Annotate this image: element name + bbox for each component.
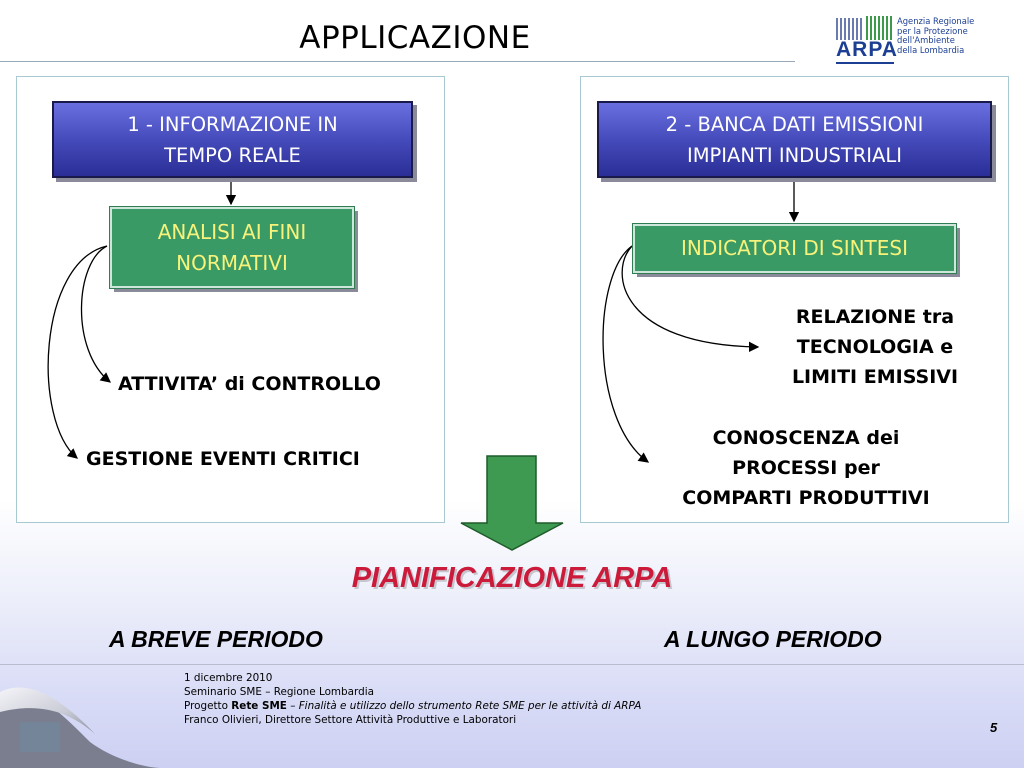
left-item-controllo: ATTIVITA’ di CONTROLLO [118, 373, 381, 395]
conoscenza-line-2: PROCESSI per [732, 457, 880, 479]
left-header-line-1: 1 - INFORMAZIONE IN [127, 112, 338, 136]
footer-project [184, 699, 641, 713]
agency-line-3: della Lombardia [897, 44, 965, 55]
left-arrow-controllo [81, 246, 110, 382]
planning-title: PIANIFICAZIONE ARPA [351, 562, 673, 594]
agency-line-1: Agenzia Regionale [897, 16, 975, 26]
period-short: A BREVE PERIODO [109, 626, 323, 652]
footer-project-name: Rete SME [231, 700, 287, 712]
left-sub-line-1: ANALISI AI FINI [157, 219, 307, 244]
period-long: A LUNGO PERIODO [664, 626, 882, 652]
right-arrow-conoscenza [603, 246, 648, 462]
arpa-logo-text: ARPA [836, 38, 898, 61]
left-header-line-2: TEMPO REALE [164, 143, 301, 167]
slide-title: APPLICAZIONE [299, 20, 531, 56]
down-block-arrow-icon [461, 456, 563, 550]
footer-project-prefix: Progetto [184, 700, 232, 712]
footer-seminar: Seminario SME – Regione Lombardia [184, 686, 374, 698]
agency-line-2: per la Protezione dell'Ambiente [897, 25, 968, 45]
relazione-line-2: TECNOLOGIA e [796, 336, 954, 358]
right-header-box [597, 101, 992, 178]
left-sub-line-2: NORMATIVI [176, 250, 288, 275]
relazione-line-1: RELAZIONE tra [795, 306, 955, 328]
relazione-line-3: LIMITI EMISSIVI [791, 366, 959, 388]
footer-date: 1 dicembre 2010 [184, 672, 273, 684]
conoscenza-line-3: COMPARTI PRODUTTIVI [682, 487, 930, 509]
conoscenza-line-1: CONOSCENZA dei [712, 427, 900, 449]
page-number: 5 [990, 720, 998, 735]
footer-text [184, 671, 641, 727]
right-item-relazione [770, 302, 980, 392]
right-header-line-2: IMPIANTI INDUSTRIALI [686, 143, 903, 167]
left-arrow-eventi [48, 246, 107, 458]
left-header-box [52, 101, 413, 178]
footer-project-desc: Finalità e utilizzo dello strumento Rete SME per le attività di ARPA [298, 700, 642, 712]
right-item-conoscenza [661, 423, 951, 513]
left-item-eventi: GESTIONE EVENTI CRITICI [86, 448, 360, 470]
footer-author: Franco Olivieri, Direttore Settore Attività Produttive e Laboratori [184, 714, 517, 726]
left-sub-box [110, 207, 354, 288]
right-header-line-1: 2 - BANCA DATI EMISSIONI [665, 112, 924, 136]
page-curl-decoration-icon [0, 672, 160, 768]
footer-project-dash: – [286, 700, 299, 712]
right-sub-box [633, 224, 956, 273]
footer-divider [0, 664, 1024, 665]
right-sub-label: INDICATORI DI SINTESI [680, 236, 909, 260]
